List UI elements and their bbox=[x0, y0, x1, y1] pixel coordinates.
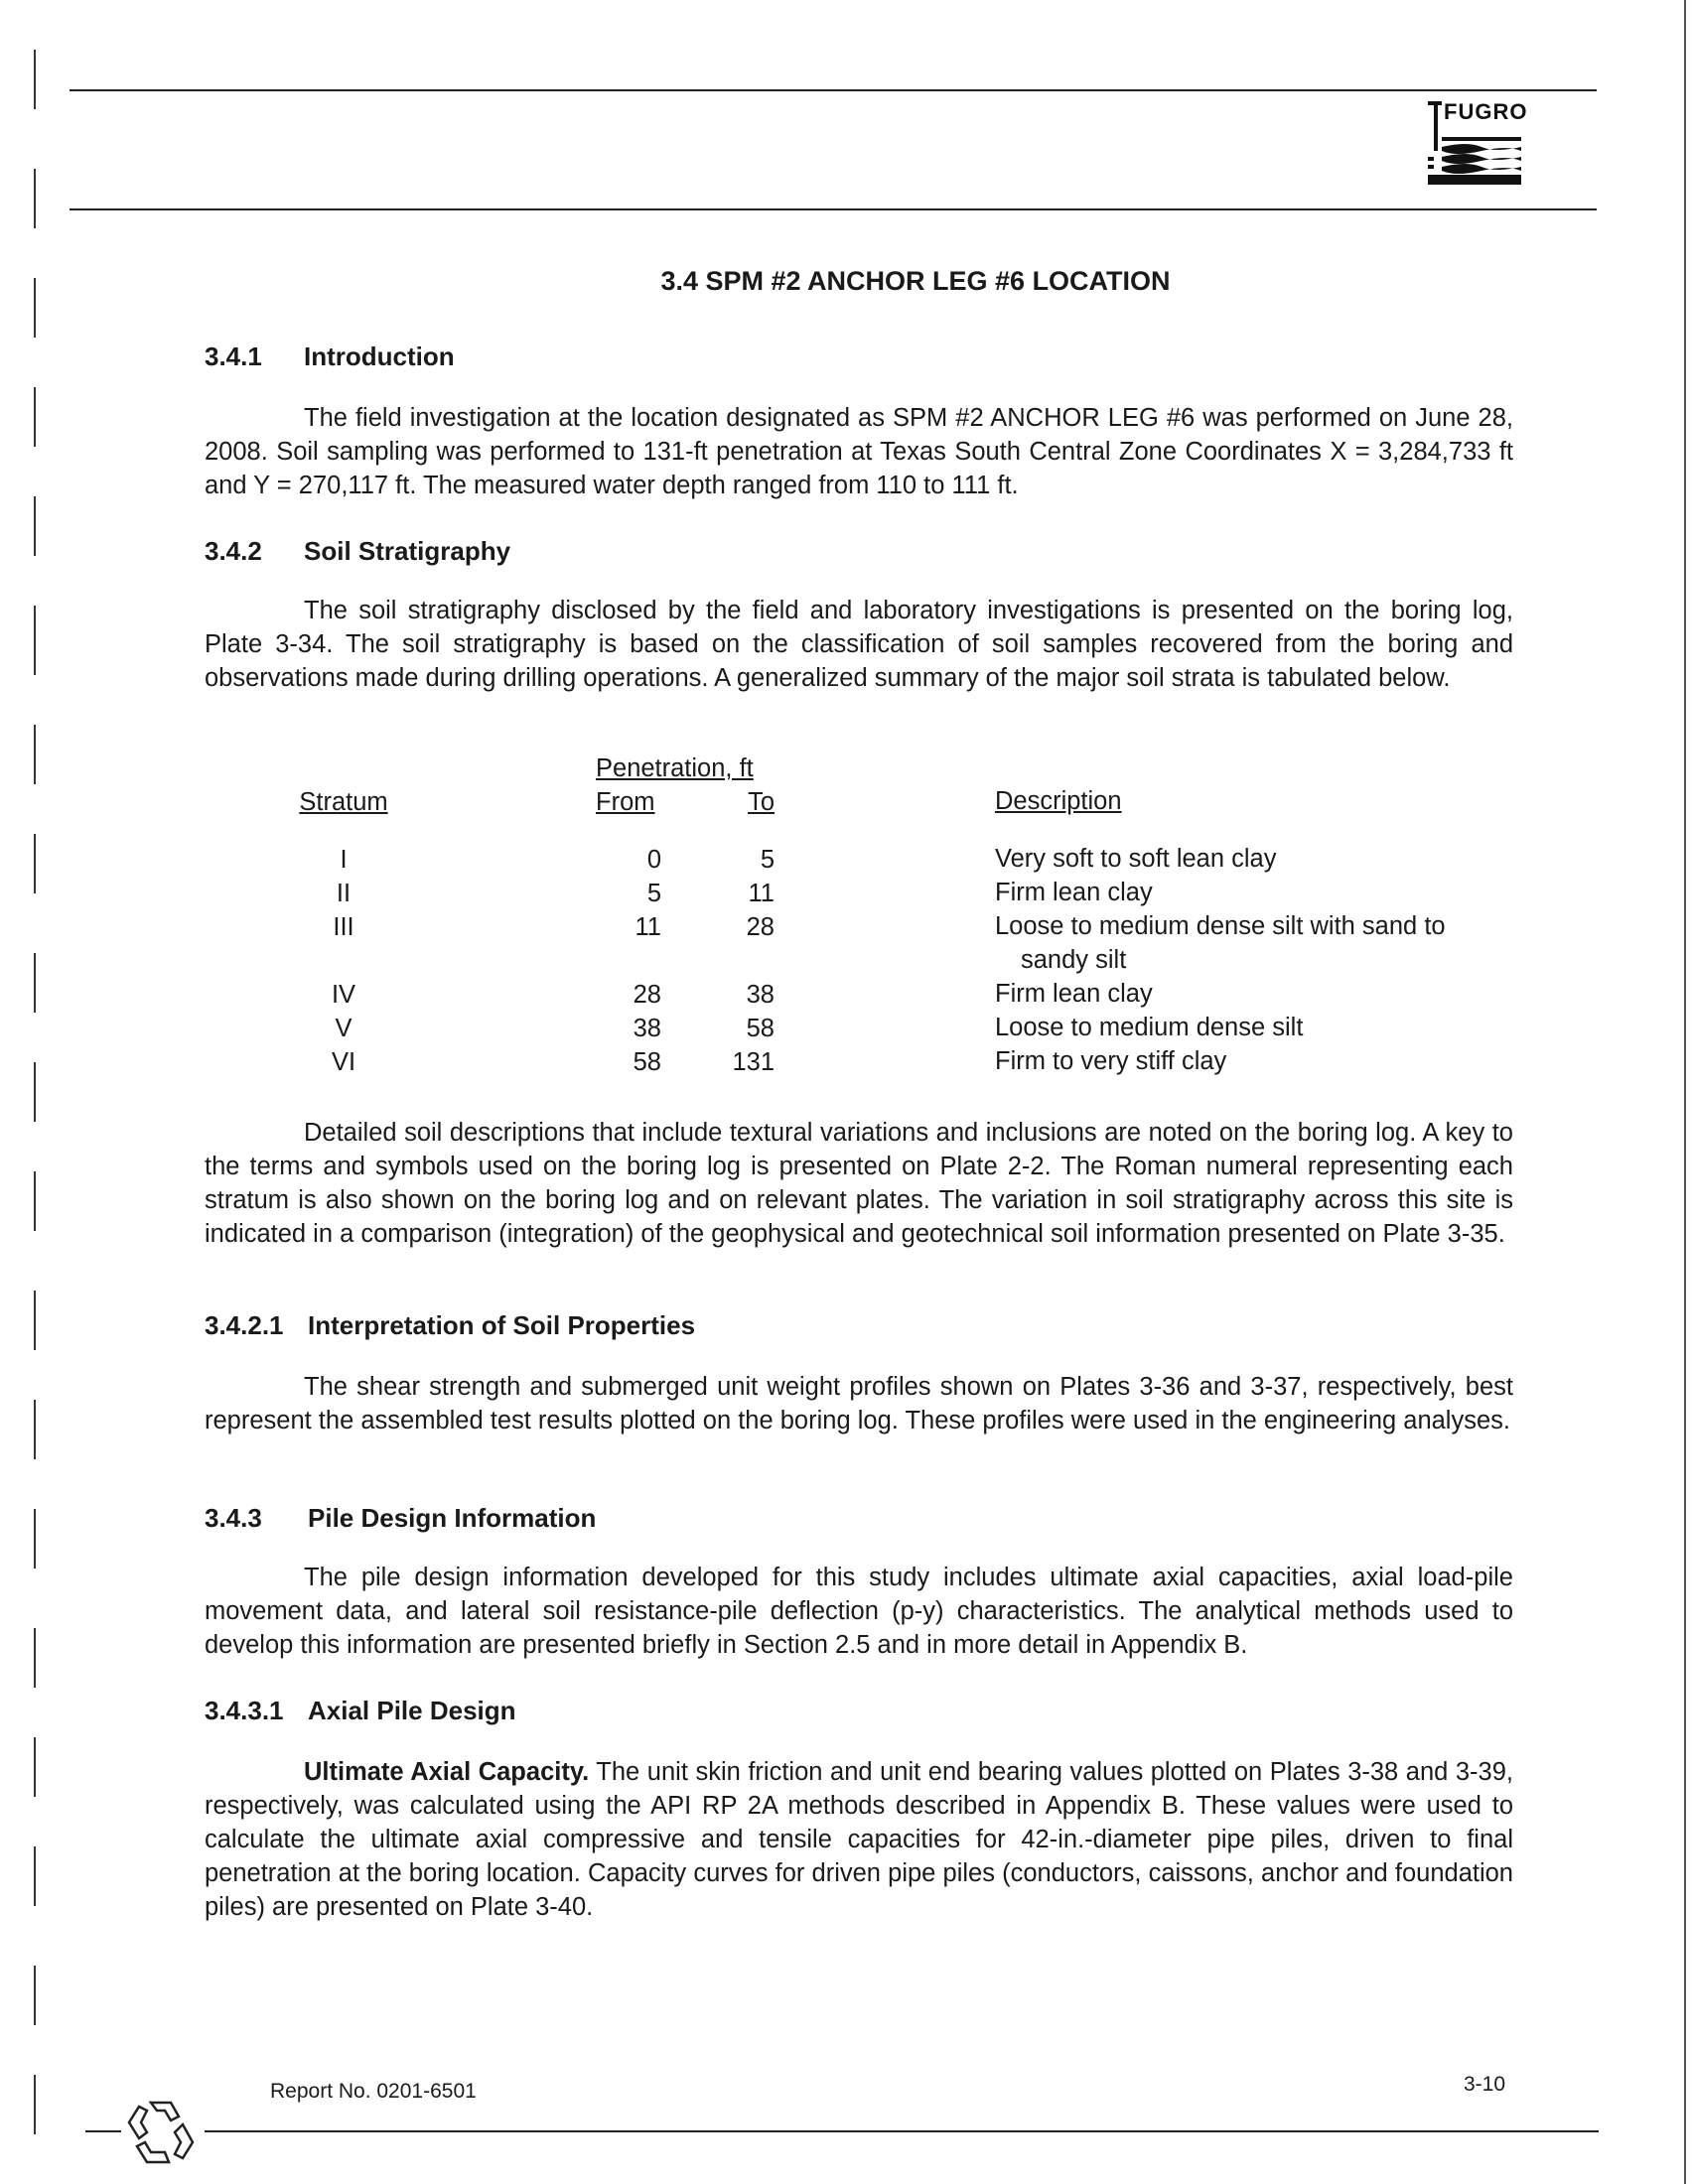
paragraph-text: Detailed soil descriptions that include textural variations and inclusions are noted on the boring log. A key to the terms and symbols used on the boring log is presented on Plate 2-2. The Roman numeral representing each stratum is also shown on the boring log and on relevant plates. The variation in soil stratigraphy across this site is indicated in a comparison (integration) of the geophysical and geotechnical soil information presented on Plate 3-35. bbox=[205, 1119, 1513, 1248]
paragraph-text: The shear strength and submerged unit weight profiles shown on Plates 3-36 and 3-37, respectively, best represent the assembled test results plotted on the boring log. These profiles were used in the engineering analyses. bbox=[205, 1373, 1513, 1434]
cell-stratum: IV bbox=[331, 981, 356, 1009]
binding-mark bbox=[34, 606, 36, 675]
table-row bbox=[0, 846, 1692, 880]
paragraph-text: The soil stratigraphy disclosed by the field and laboratory investigations is presented on the boring log, Plate 3-34. The soil stratigraphy is based on the classification of soil samples recovered from the boring and observations made during drilling operations. A generalized summary of the major soil strata is tabulated below. bbox=[205, 597, 1513, 692]
table-row bbox=[0, 1015, 1692, 1048]
binding-mark bbox=[34, 2075, 36, 2134]
cell-from: 5 bbox=[646, 880, 661, 907]
paragraph-pile-design bbox=[205, 1561, 1513, 1662]
heading-pile-design bbox=[205, 1503, 596, 1534]
cell-from: 11 bbox=[634, 913, 661, 941]
paragraph-introduction bbox=[205, 401, 1513, 502]
right-edge-rule bbox=[1684, 0, 1686, 2184]
cell-description bbox=[995, 909, 1511, 977]
cell-description: Very soft to soft lean clay bbox=[995, 845, 1277, 873]
cell-stratum: II bbox=[336, 880, 352, 907]
heading-soil-stratigraphy bbox=[205, 536, 510, 567]
footer-rule bbox=[205, 2130, 1599, 2132]
binding-mark bbox=[34, 1966, 36, 2025]
cell-to: 58 bbox=[746, 1015, 775, 1042]
binding-mark bbox=[34, 725, 36, 784]
section-title: 3.4 SPM #2 ANCHOR LEG #6 LOCATION bbox=[660, 266, 1171, 296]
binding-mark bbox=[34, 496, 36, 556]
fugro-logo bbox=[1428, 97, 1528, 187]
cell-from: 0 bbox=[646, 846, 661, 874]
binding-mark bbox=[34, 1628, 36, 1688]
table-header-row bbox=[0, 788, 1692, 822]
binding-mark bbox=[34, 1400, 36, 1459]
paragraph-stratigraphy-details bbox=[205, 1116, 1513, 1251]
cell-stratum: III bbox=[333, 913, 354, 941]
heading-title: Introduction bbox=[304, 341, 455, 371]
cell-to: 11 bbox=[748, 880, 775, 907]
paragraph-interpretation bbox=[205, 1370, 1513, 1437]
table-group-header bbox=[596, 754, 754, 783]
header-stratum: Stratum bbox=[299, 788, 388, 816]
cell-description: Firm to very stiff clay bbox=[995, 1047, 1227, 1075]
footer-rule-left bbox=[85, 2130, 121, 2132]
cell-description: Loose to medium dense silt bbox=[995, 1014, 1304, 1041]
binding-mark bbox=[34, 387, 36, 447]
heading-number: 3.4.1 bbox=[205, 341, 262, 371]
paragraph-lead: Ultimate Axial Capacity. bbox=[304, 1758, 590, 1786]
table-row bbox=[0, 913, 1692, 981]
paragraph-axial-capacity bbox=[205, 1755, 1513, 1924]
cell-description-continued: sandy silt bbox=[1021, 946, 1127, 974]
cell-to: 131 bbox=[732, 1048, 775, 1076]
cell-from: 38 bbox=[633, 1015, 661, 1042]
recycle-icon bbox=[121, 2095, 201, 2170]
recycle-symbol-icon bbox=[121, 2095, 201, 2170]
cell-to: 28 bbox=[746, 913, 775, 941]
report-number: Report No. 0201-6501 bbox=[270, 2080, 477, 2103]
heading-title: Interpretation of Soil Properties bbox=[308, 1310, 696, 1340]
cell-description: Firm lean clay bbox=[995, 980, 1153, 1008]
logo-text: FUGRO bbox=[1444, 99, 1528, 124]
binding-mark bbox=[34, 169, 36, 228]
heading-title: Axial Pile Design bbox=[308, 1696, 516, 1725]
cell-stratum: V bbox=[335, 1015, 352, 1042]
heading-axial-pile-design bbox=[205, 1696, 516, 1726]
header-description: Description bbox=[995, 787, 1122, 815]
cell-description-line: Loose to medium dense silt with sand to bbox=[995, 912, 1446, 940]
heading-number: 3.4.3 bbox=[205, 1503, 262, 1533]
paragraph-stratigraphy bbox=[205, 594, 1513, 695]
cell-stratum: VI bbox=[331, 1048, 356, 1076]
header-top-rule bbox=[70, 89, 1597, 91]
header-from: From bbox=[596, 788, 655, 816]
cell-description: Firm lean clay bbox=[995, 879, 1153, 906]
page-number: 3-10 bbox=[1464, 2073, 1506, 2096]
table-row bbox=[0, 981, 1692, 1015]
paragraph-text: The pile design information developed for this study includes ultimate axial capacities, axial load-pile movement data, and lateral soil resistance-pile deflection (p-y) characteristics. The analytical methods used to develop this information are presented briefly in Section 2.5 and in more detail in Appendix B. bbox=[205, 1564, 1513, 1659]
cell-from: 28 bbox=[633, 981, 661, 1009]
table-row bbox=[0, 1048, 1692, 1082]
binding-mark bbox=[34, 1509, 36, 1569]
header-bottom-rule bbox=[70, 208, 1597, 210]
paragraph-text: The unit skin friction and unit end bearing values plotted on Plates 3-38 and 3-39, respectively, was calculated using the API RP 2A methods described in Appendix B. These values were used to calculate the ultimate axial compressive and tensile capacities for 42-in.-diameter pipe piles, driven to final penetration at the boring location. Capacity curves for driven pipe piles (conductors, caissons, anchor and foundation piles) are presented on Plate 3-40. bbox=[205, 1758, 1513, 1921]
heading-number: 3.4.2.1 bbox=[205, 1310, 284, 1340]
cell-stratum: I bbox=[340, 846, 348, 874]
binding-mark bbox=[34, 1737, 36, 1797]
table-row bbox=[0, 880, 1692, 913]
binding-mark bbox=[34, 50, 36, 109]
heading-number: 3.4.3.1 bbox=[205, 1696, 284, 1725]
heading-title: Soil Stratigraphy bbox=[304, 536, 511, 566]
binding-mark bbox=[34, 1171, 36, 1231]
penetration-header: Penetration, ft bbox=[596, 754, 754, 782]
binding-mark bbox=[34, 1846, 36, 1906]
heading-number: 3.4.2 bbox=[205, 536, 262, 566]
heading-title: Pile Design Information bbox=[308, 1503, 597, 1533]
binding-mark bbox=[34, 1291, 36, 1350]
heading-interpretation bbox=[205, 1310, 695, 1341]
cell-from: 58 bbox=[633, 1048, 661, 1076]
header-to: To bbox=[748, 788, 775, 816]
paragraph-text: The field investigation at the location designated as SPM #2 ANCHOR LEG #6 was performed on June 28, 2008. Soil sampling was performed to 131-ft penetration at Texas South Central Zone Coordinates X = 3,284,733 ft and Y = 270,117 ft. The measured water depth ranged from 110 to 111 ft. bbox=[205, 404, 1513, 499]
heading-introduction bbox=[205, 341, 455, 372]
cell-to: 38 bbox=[746, 981, 775, 1009]
cell-to: 5 bbox=[760, 846, 775, 874]
